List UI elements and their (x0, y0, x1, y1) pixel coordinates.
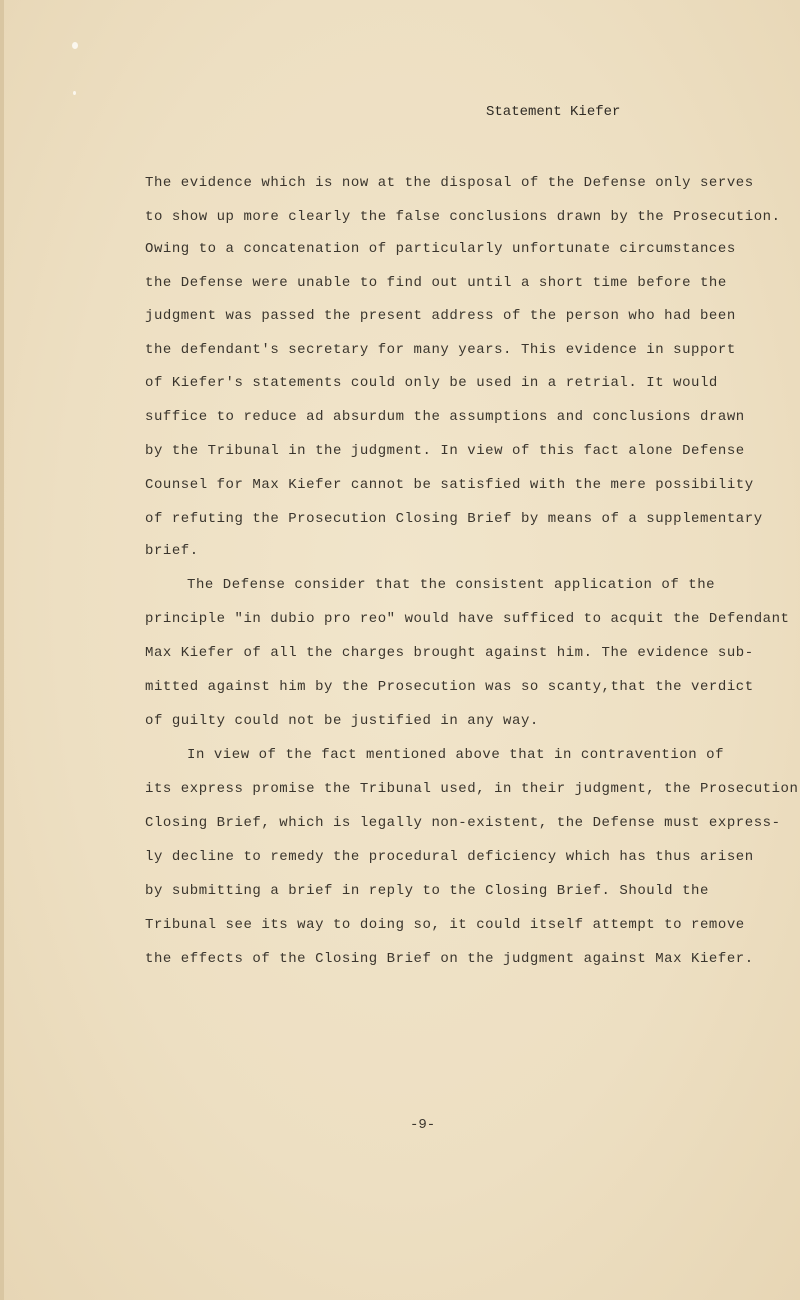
text-line: its express promise the Tribunal used, in their judgment, the Prosecution (145, 781, 799, 797)
paper-mark (73, 91, 76, 95)
text-line: The Defense consider that the consistent application of the (187, 577, 716, 593)
text-line: Owing to a concatenation of particularly unfortunate circumstances (145, 241, 736, 257)
text-line: the effects of the Closing Brief on the judgment against Max Kiefer. (145, 951, 754, 967)
text-line: Max Kiefer of all the charges brought against him. The evidence sub- (145, 645, 754, 661)
text-line: the Defense were unable to find out until a short time before the (145, 275, 727, 291)
text-line: by the Tribunal in the judgment. In view of this fact alone Defense (145, 443, 745, 459)
text-line: of guilty could not be justified in any way. (145, 713, 539, 729)
text-line: ly decline to remedy the procedural deficiency which has thus arisen (145, 849, 754, 865)
document-header: Statement Kiefer (486, 104, 621, 120)
text-line: Counsel for Max Kiefer cannot be satisfied with the mere possibility (145, 477, 754, 493)
text-line: brief. (145, 543, 199, 559)
text-line: principle "in dubio pro reo" would have sufficed to acquit the Defendant (145, 611, 790, 627)
text-line: Closing Brief, which is legally non-existent, the Defense must express- (145, 815, 781, 831)
text-line: by submitting a brief in reply to the Closing Brief. Should the (145, 883, 709, 899)
text-line: Tribunal see its way to doing so, it could itself attempt to remove (145, 917, 745, 933)
text-line: In view of the fact mentioned above that in contravention of (187, 747, 725, 763)
paper-mark (72, 42, 78, 49)
text-line: to show up more clearly the false conclusions drawn by the Prosecution. (145, 209, 781, 225)
text-line: judgment was passed the present address of the person who had been (145, 308, 736, 324)
text-line: suffice to reduce ad absurdum the assumptions and conclusions drawn (145, 409, 745, 425)
paper-edge (0, 0, 4, 1300)
text-line: the defendant's secretary for many years. This evidence in support (145, 342, 736, 358)
text-line: mitted against him by the Prosecution was so scanty,that the verdict (145, 679, 754, 695)
text-line: of refuting the Prosecution Closing Brief by means of a supplementary (145, 511, 763, 527)
text-line: of Kiefer's statements could only be used in a retrial. It would (145, 375, 718, 391)
text-line: The evidence which is now at the disposal of the Defense only serves (145, 175, 754, 191)
page-number: -9- (410, 1117, 436, 1133)
